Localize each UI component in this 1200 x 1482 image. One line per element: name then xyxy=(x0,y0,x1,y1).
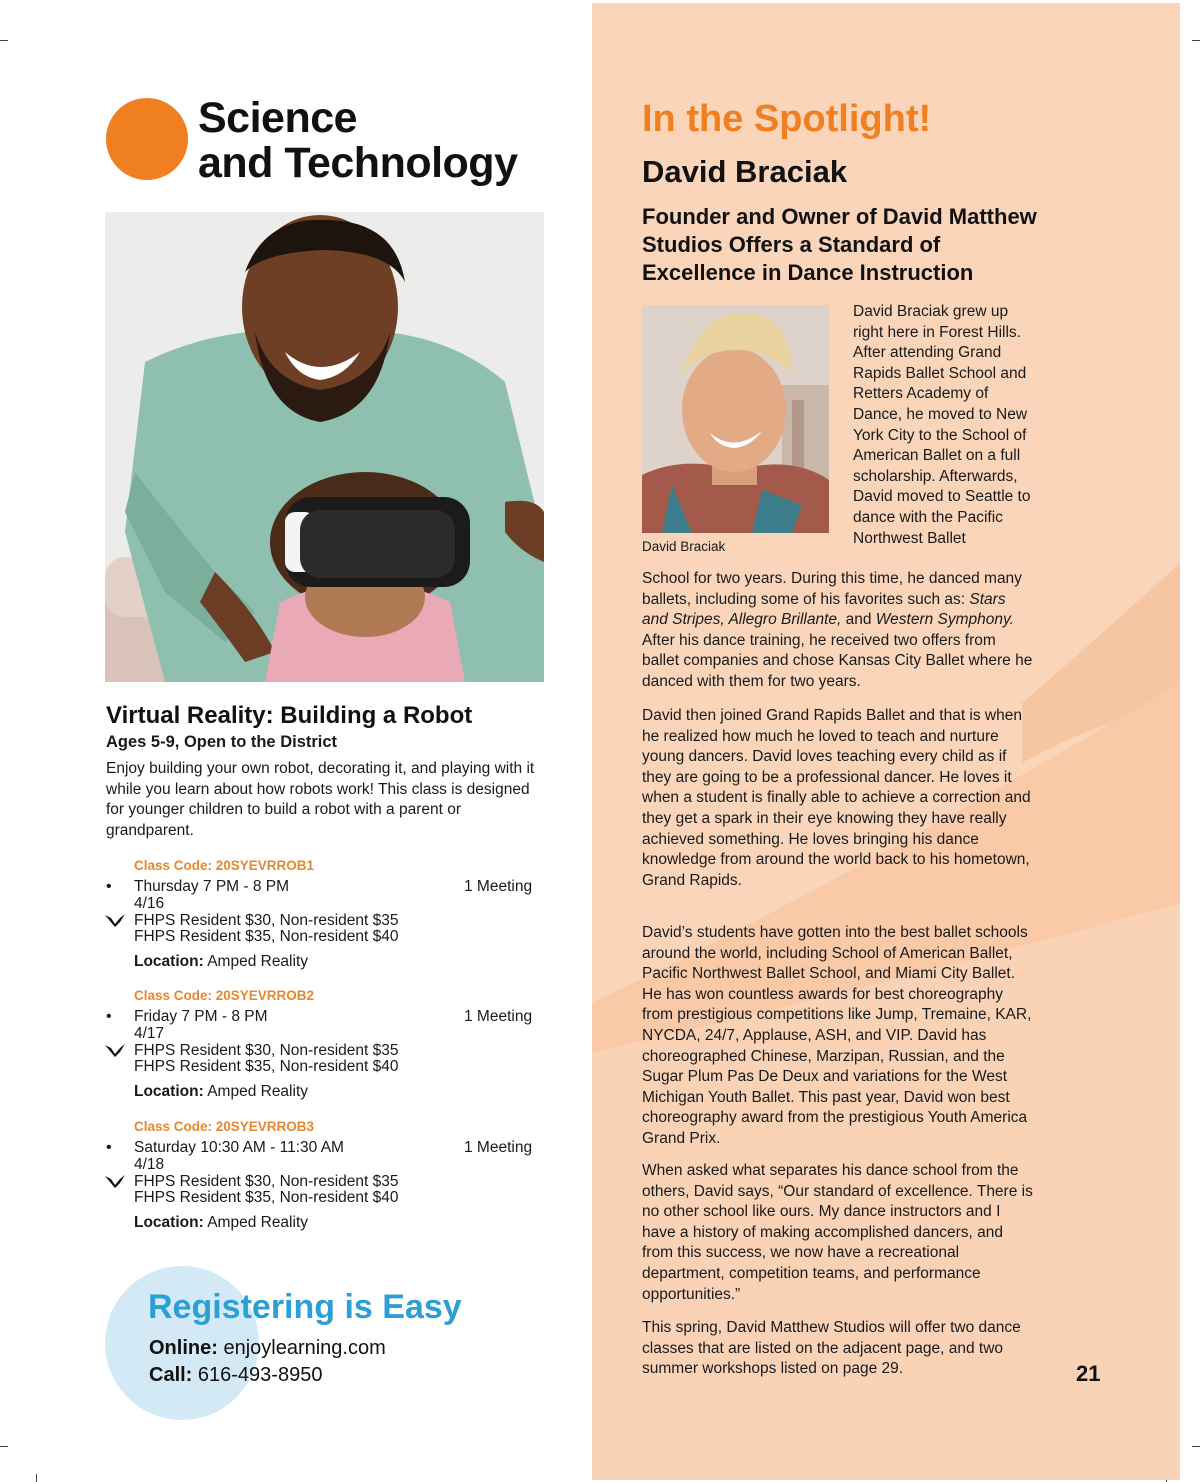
session-fee-resident: FHPS Resident $30, Non-resident $35 xyxy=(134,1042,399,1059)
bullet-icon: • xyxy=(106,878,112,895)
session-date: 4/16 xyxy=(134,895,165,912)
online-label: Online: xyxy=(149,1337,218,1359)
bio-paragraph-intro-continued xyxy=(642,569,1034,693)
section-title-line2: and Technology xyxy=(198,139,518,187)
online-link[interactable]: enjoylearning.com xyxy=(223,1337,386,1359)
location-value: Amped Reality xyxy=(207,1083,308,1100)
session-time: Saturday 10:30 AM - 11:30 AM xyxy=(134,1139,344,1156)
session-fee-late: FHPS Resident $35, Non-resident $40 xyxy=(134,1058,399,1075)
phone-number[interactable]: 616-493-8950 xyxy=(197,1364,323,1386)
session-fee-late: FHPS Resident $35, Non-resident $40 xyxy=(134,928,399,945)
bio-paragraph-quote: When asked what separates his dance school from the others, David says, “Our standard of excellence. There is no other school like ours. My dance instructors and I have a history of making accomplished dancers, and from this success, we now have a recreational department, competition teams, and performance opportunities.” xyxy=(642,1162,1033,1303)
register-title: Registering is Easy xyxy=(148,1288,462,1326)
bullet-icon: • xyxy=(106,1139,112,1156)
session-location xyxy=(134,1083,308,1101)
section-title-line1: Science xyxy=(198,94,358,142)
session-meetings: 1 Meeting xyxy=(464,1139,533,1156)
price-tag-icon xyxy=(104,912,126,928)
crop-mark xyxy=(0,40,8,41)
page-number: 21 xyxy=(1076,1361,1101,1386)
bio-paragraph-teaching: David then joined Grand Rapids Ballet and that is when he realized how much he loved to teach and nurture young dancers. David loves teaching every child as if they are going to be a professional dancer. He loves it when a student is finally able to achieve a correction and they get a spark in their eye knowing they have really achieved something. He loves bringing his dance knowledge from around the world back to his hometown, Grand Rapids. xyxy=(642,707,1031,889)
section-title xyxy=(198,96,518,186)
session-location xyxy=(134,953,308,971)
spotlight-panel xyxy=(592,3,1180,1480)
spotlight-title: In the Spotlight! xyxy=(642,98,932,140)
price-tag-icon xyxy=(104,1173,126,1189)
crop-mark xyxy=(1192,40,1200,41)
bullet-icon: • xyxy=(106,1008,112,1025)
class-description: Enjoy building your own robot, decorating it, and playing with it while you learn about how robots work! This class is designed for younger children to build a robot with a parent or grandparent. xyxy=(106,760,535,839)
spotlight-subtitle: Founder and Owner of David Matthew Studios Offers a Standard of Excellence in Dance Instruction xyxy=(642,204,1037,285)
portrait-caption: David Braciak xyxy=(642,539,726,554)
session-fee-resident: FHPS Resident $30, Non-resident $35 xyxy=(134,1173,399,1190)
location-label: Location: xyxy=(134,953,204,970)
location-value: Amped Reality xyxy=(207,953,308,970)
ballet-titles: Stars and Stripes, Allegro Brillante, xyxy=(642,590,1006,629)
bio-text: After his dance training, he received two offers from ballet companies and chose Kansas City Ballet where he danced with them for two years. xyxy=(642,631,1033,690)
session-meetings: 1 Meeting xyxy=(464,878,533,895)
session-fee-late: FHPS Resident $35, Non-resident $40 xyxy=(134,1189,399,1206)
session-meetings: 1 Meeting xyxy=(464,1008,533,1025)
section-dot xyxy=(106,98,188,180)
crop-mark xyxy=(0,1446,8,1447)
crop-mark xyxy=(36,1474,37,1482)
session-time: Friday 7 PM - 8 PM xyxy=(134,1008,268,1025)
session-location xyxy=(134,1214,308,1232)
class-code: Class Code: 20SYEVRROB2 xyxy=(134,988,315,1003)
register-online xyxy=(149,1337,386,1360)
bio-paragraph-awards: David’s students have gotten into the best ballet schools around the world, including School of American Ballet, Pacific Northwest Ballet School, and Miami City Ballet. He has won countless awards for best choreography from prestigious competitions like Jump, Tremaine, KAR, NYCDA, 24/7, Applause, ASH, and VIP. David has choreographed Chinese, Marzipan, Russian, and the Sugar Plum Pas De Deux and variations for the West Michigan Youth Ballet. This past year, David won best choreography award from the prestigious Youth America Grand Prix. xyxy=(642,924,1032,1147)
bio-paragraph-intro: David Braciak grew up right here in Forest Hills. After attending Grand Rapids Ballet School and Retters Academy of Dance, he moved to New York City to the School of American Ballet on a full scholarship. Afterwards, David moved to Seattle to dance with the Pacific Northwest Ballet xyxy=(853,303,1031,547)
portrait-photo xyxy=(642,305,829,533)
session-date: 4/17 xyxy=(134,1025,165,1042)
crop-mark xyxy=(1192,1446,1200,1447)
price-tag-icon xyxy=(104,1042,126,1058)
hero-photo xyxy=(105,212,544,682)
class-ages: Ages 5-9, Open to the District xyxy=(106,733,338,751)
register-call xyxy=(149,1364,322,1387)
location-label: Location: xyxy=(134,1214,204,1231)
bio-paragraph-classes: This spring, David Matthew Studios will offer two dance classes that are listed on the adjacent page, and two summer workshops listed on page 29. xyxy=(642,1319,1021,1378)
session-date: 4/18 xyxy=(134,1156,165,1173)
bio-text: and xyxy=(841,611,876,629)
bio-text: School for two years. During this time, he danced many ballets, including some of his favorites such as: xyxy=(642,570,1022,608)
location-value: Amped Reality xyxy=(207,1214,308,1231)
class-code: Class Code: 20SYEVRROB1 xyxy=(134,858,315,873)
spotlight-name: David Braciak xyxy=(642,154,848,189)
location-label: Location: xyxy=(134,1083,204,1100)
class-code: Class Code: 20SYEVRROB3 xyxy=(134,1119,315,1134)
ballet-title: Western Symphony. xyxy=(875,611,1014,629)
class-title: Virtual Reality: Building a Robot xyxy=(106,702,473,729)
call-label: Call: xyxy=(149,1364,193,1386)
session-fee-resident: FHPS Resident $30, Non-resident $35 xyxy=(134,912,399,929)
session-time: Thursday 7 PM - 8 PM xyxy=(134,878,290,895)
